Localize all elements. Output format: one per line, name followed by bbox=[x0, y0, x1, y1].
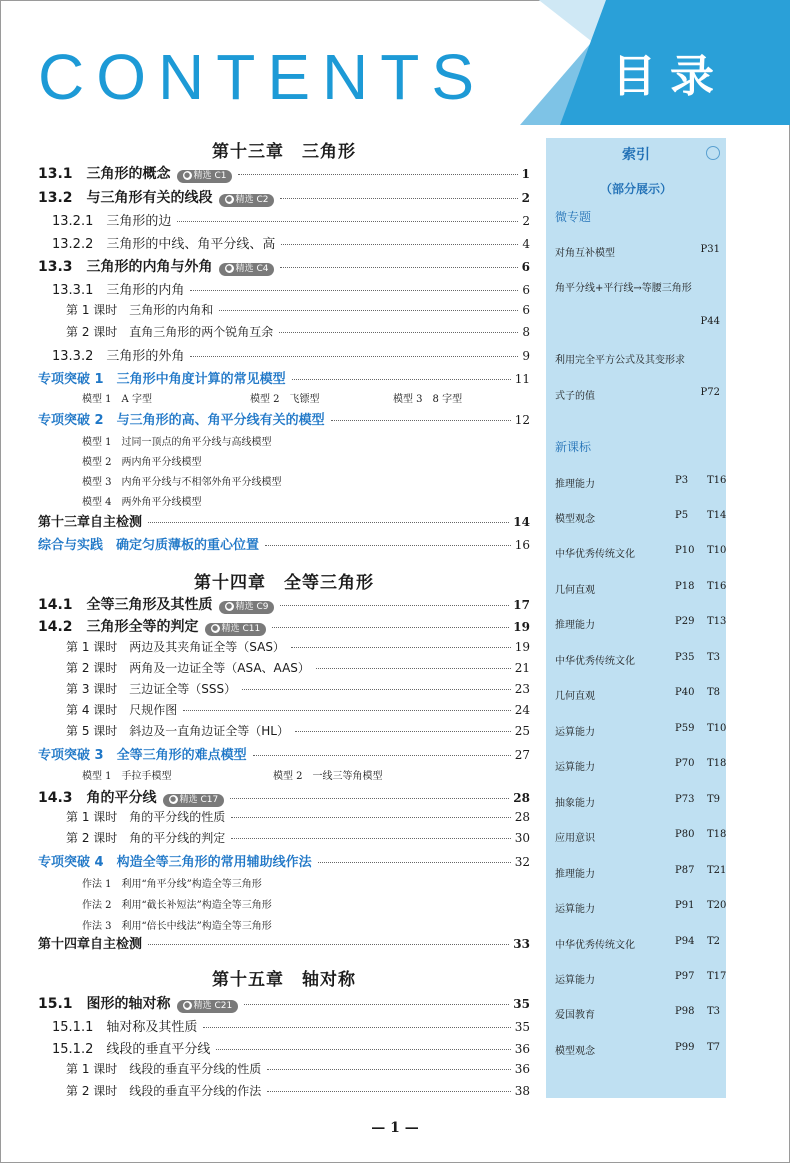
page-number: 35 bbox=[514, 1020, 530, 1034]
toc-entry-text: 13.3.2 三角形的外角 bbox=[52, 349, 185, 364]
toc-entry[interactable] bbox=[38, 933, 530, 952]
page-number: 17 bbox=[513, 598, 530, 612]
sidebar-index-item[interactable]: 爱国教育 P98 T3 bbox=[555, 1006, 721, 1021]
search-icon[interactable] bbox=[706, 146, 720, 160]
model-label: 模型 3 8 字型 bbox=[393, 394, 463, 405]
page-title: 目录 bbox=[612, 51, 728, 102]
tag-badge: ● 精选 C17 bbox=[163, 794, 225, 807]
toc-entry[interactable] bbox=[38, 659, 530, 676]
toc-entry-text: 14.3 角的平分线 bbox=[38, 790, 157, 806]
sidebar-index-item[interactable]: 模型观念 P5 T14 bbox=[555, 510, 727, 525]
model-label: 模型 3 内角平分线与不相邻外角平分线模型 bbox=[82, 477, 282, 488]
toc-entry[interactable] bbox=[38, 511, 530, 530]
page-number: 36 bbox=[514, 1042, 530, 1056]
toc-entry[interactable] bbox=[38, 368, 530, 387]
toc-entry-text: 第 2 课时 两角及一边证全等（ASA、AAS） bbox=[66, 661, 310, 675]
page-number: 14 bbox=[513, 515, 530, 529]
toc-entry[interactable] bbox=[38, 1016, 530, 1035]
toc-entry[interactable] bbox=[38, 1060, 530, 1077]
toc-entry[interactable] bbox=[38, 256, 530, 276]
tag-badge: ● 精选 C11 bbox=[205, 623, 267, 636]
page-number: 8 bbox=[522, 325, 530, 339]
toc-entry[interactable] bbox=[38, 1082, 530, 1099]
tag-icon: ● bbox=[169, 795, 177, 803]
model-label: 作法 1 利用“角平分线”构造全等三角形 bbox=[82, 879, 262, 890]
chapter-heading: 第十三章 三角形 bbox=[212, 142, 356, 162]
page-number: 19 bbox=[513, 620, 530, 634]
toc-entry-text: 第十四章自主检测 bbox=[38, 937, 143, 952]
page-number: 19 bbox=[514, 640, 530, 654]
page-number: 21 bbox=[514, 661, 530, 675]
chapter-heading: 第十四章 全等三角形 bbox=[194, 573, 374, 593]
sidebar-index-item[interactable]: 中华优秀传统文化 P94 T2 bbox=[555, 936, 721, 951]
toc-entry[interactable] bbox=[38, 851, 530, 870]
toc-entry[interactable] bbox=[38, 829, 530, 846]
toc-entry[interactable] bbox=[38, 233, 530, 252]
toc-entry-text: 第 4 课时 尺规作图 bbox=[66, 703, 178, 717]
index-sidebar: 索引 （部分展示） 微专题 对角互补模型 P31 角平分线+平行线→等腰三角形 P44 利用完全平方公式及其变形求 式子的值 P72 新课标 推理能力 P3 T16 模型观念 P5 T14 中华优秀传统文化 P10 T10 几何直观 P18 T16 推理能力 P29 T13 中华优秀传统文化 P35 T3 几何直观 P40 T8 运算能力 P59 T10 运算能力 P70 T18 抽象能力 P73 T9 应用意识 P80 T18 推理能力 P87 T21 运算能力 P91 T20 中华优秀传统文化 P94 T2 运算能力 P97 T17 爱国教育 P98 T3 模型观念 P99 T7 bbox=[546, 138, 726, 1098]
toc-entry[interactable] bbox=[38, 187, 530, 207]
page-number: 6 bbox=[522, 303, 530, 317]
toc-entry[interactable] bbox=[38, 534, 530, 553]
toc-entry[interactable] bbox=[38, 1038, 530, 1057]
toc-entry-text: 第 1 课时 线段的垂直平分线的性质 bbox=[66, 1062, 262, 1076]
toc-entry[interactable] bbox=[38, 163, 530, 183]
tag-badge: ● 精选 C9 bbox=[219, 601, 275, 614]
tag-icon: ● bbox=[183, 171, 191, 179]
page-number: 33 bbox=[513, 937, 530, 951]
sidebar-index-item[interactable]: 模型观念 P99 T7 bbox=[555, 1042, 721, 1057]
sidebar-subtitle: （部分展示） bbox=[599, 182, 672, 196]
toc-entry[interactable] bbox=[38, 594, 530, 614]
page-number: 6 bbox=[522, 283, 530, 297]
toc-entry-text: 第十三章自主检测 bbox=[38, 515, 143, 530]
model-label: 模型 1 手拉手模型 bbox=[82, 771, 172, 782]
sidebar-index-item[interactable]: 推理能力 P87 T21 bbox=[555, 865, 727, 880]
page-number: 1 bbox=[521, 167, 530, 181]
toc-entry-text: 综合与实践 确定匀质薄板的重心位置 bbox=[38, 538, 260, 553]
model-label: 模型 2 两内角平分线模型 bbox=[82, 457, 202, 468]
sidebar-index-item[interactable]: 中华优秀传统文化 P35 T3 bbox=[555, 652, 721, 667]
contents-heading: CONTENTS bbox=[38, 41, 486, 113]
page-number: 36 bbox=[514, 1062, 530, 1076]
tag-icon: ● bbox=[225, 195, 233, 203]
sidebar-category: 新课标 bbox=[555, 440, 592, 454]
toc-entry[interactable] bbox=[38, 409, 530, 428]
sidebar-index-item[interactable]: 对角互补模型 P31 bbox=[555, 244, 720, 259]
page-number: 2 bbox=[521, 191, 530, 205]
page-number: 30 bbox=[514, 831, 530, 845]
toc-entry[interactable] bbox=[38, 787, 530, 807]
toc-entry[interactable] bbox=[38, 210, 530, 229]
toc-entry-text: 15.1 图形的轴对称 bbox=[38, 996, 171, 1012]
tag-badge: ● 精选 C2 bbox=[219, 194, 275, 207]
sidebar-category: 微专题 bbox=[555, 210, 592, 224]
page-number: 6 bbox=[521, 260, 530, 274]
sidebar-index-item[interactable]: 运算能力 P97 T17 bbox=[555, 971, 727, 986]
tag-badge: ● 精选 C1 bbox=[177, 170, 233, 183]
toc-entry-text: 13.2 与三角形有关的线段 bbox=[38, 190, 213, 206]
toc-entry[interactable] bbox=[38, 744, 530, 763]
model-label: 模型 2 飞镖型 bbox=[250, 394, 320, 405]
sidebar-title: 索引 bbox=[622, 147, 650, 163]
toc-entry-text: 专项突破 4 构造全等三角形的常用辅助线作法 bbox=[38, 855, 312, 870]
toc-entry[interactable] bbox=[38, 993, 530, 1013]
model-label: 模型 1 A 字型 bbox=[82, 394, 152, 405]
toc-entry-text: 第 1 课时 角的平分线的性质 bbox=[66, 810, 226, 824]
toc-entry-text: 13.2.2 三角形的中线、角平分线、高 bbox=[52, 237, 276, 252]
toc-entry[interactable] bbox=[38, 701, 530, 718]
page-number: 16 bbox=[514, 538, 530, 552]
sidebar-index-item[interactable]: 推理能力 P29 T13 bbox=[555, 616, 727, 631]
page-number: 28 bbox=[513, 791, 530, 805]
page-number: 24 bbox=[514, 703, 530, 717]
tag-badge: ● 精选 C21 bbox=[177, 1000, 239, 1013]
tag-icon: ● bbox=[183, 1001, 191, 1009]
chapter-heading: 第十五章 轴对称 bbox=[212, 970, 356, 990]
toc-entry-text: 第 2 课时 直角三角形的两个锐角互余 bbox=[66, 325, 274, 339]
toc-entry-text: 第 1 课时 两边及其夹角证全等（SAS） bbox=[66, 640, 285, 654]
page-number: 23 bbox=[514, 682, 530, 696]
tag-icon: ● bbox=[211, 624, 219, 632]
page-number-footer: — 1 — bbox=[371, 1120, 419, 1136]
page-number: 28 bbox=[514, 810, 530, 824]
toc-entry-text: 专项突破 1 三角形中角度计算的常见模型 bbox=[38, 372, 286, 387]
toc-entry-text: 专项突破 3 全等三角形的难点模型 bbox=[38, 748, 247, 763]
toc-entry-text: 第 1 课时 三角形的内角和 bbox=[66, 303, 214, 317]
page-number: 12 bbox=[514, 413, 530, 427]
model-label: 作法 3 利用“倍长中线法”构造全等三角形 bbox=[82, 921, 272, 932]
page-number: 25 bbox=[514, 724, 530, 738]
toc-entry[interactable] bbox=[38, 279, 530, 298]
page-number: 2 bbox=[522, 214, 530, 228]
toc-entry-text: 第 3 课时 三边证全等（SSS） bbox=[66, 682, 237, 696]
tag-badge: ● 精选 C4 bbox=[219, 263, 275, 276]
toc-entry[interactable] bbox=[38, 722, 530, 739]
toc-entry[interactable] bbox=[38, 808, 530, 825]
page-number: 27 bbox=[514, 748, 530, 762]
page-number: 9 bbox=[522, 349, 530, 363]
sidebar-index-item[interactable]: 式子的值 P72 bbox=[555, 387, 720, 402]
page-number: 35 bbox=[513, 997, 530, 1011]
sidebar-index-item[interactable]: 运算能力 P70 T18 bbox=[555, 758, 727, 773]
toc-entry-text: 14.1 全等三角形及其性质 bbox=[38, 597, 213, 613]
sidebar-index-item[interactable]: 运算能力 P91 T20 bbox=[555, 900, 727, 915]
model-label: 作法 2 利用“截长补短法”构造全等三角形 bbox=[82, 900, 272, 911]
toc-entry[interactable] bbox=[38, 345, 530, 364]
toc-entry-text: 专项突破 2 与三角形的高、角平分线有关的模型 bbox=[38, 413, 325, 428]
model-label: 模型 2 一线三等角模型 bbox=[273, 771, 383, 782]
sidebar-index-item[interactable]: 几何直观 P40 T8 bbox=[555, 687, 721, 702]
toc-entry-text: 13.3.1 三角形的内角 bbox=[52, 283, 185, 298]
sidebar-index-item[interactable]: 抽象能力 P73 T9 bbox=[555, 794, 721, 809]
toc-entry-text: 13.1 三角形的概念 bbox=[38, 166, 171, 182]
tag-icon: ● bbox=[225, 602, 233, 610]
tag-icon: ● bbox=[225, 264, 233, 272]
toc-entry[interactable] bbox=[38, 323, 530, 340]
page-number: 32 bbox=[514, 855, 530, 869]
toc-entry-text: 14.2 三角形全等的判定 bbox=[38, 619, 199, 635]
sidebar-index-item[interactable]: 角平分线+平行线→等腰三角形 bbox=[555, 283, 692, 294]
page-number: 38 bbox=[514, 1084, 530, 1098]
toc-entry[interactable] bbox=[38, 680, 530, 697]
sidebar-index-item[interactable]: 推理能力 P3 T16 bbox=[555, 475, 727, 490]
model-label: 模型 4 两外角平分线模型 bbox=[82, 497, 202, 508]
sidebar-index-item[interactable]: 运算能力 P59 T10 bbox=[555, 723, 727, 738]
sidebar-index-item[interactable]: 中华优秀传统文化 P10 T10 bbox=[555, 545, 727, 560]
toc-entry-text: 13.2.1 三角形的边 bbox=[52, 214, 172, 229]
sidebar-index-item[interactable]: 利用完全平方公式及其变形求 bbox=[555, 355, 685, 366]
toc-entry[interactable] bbox=[38, 638, 530, 655]
toc-entry-text: 第 5 课时 斜边及一直角边证全等（HL） bbox=[66, 724, 289, 738]
page-number: 4 bbox=[522, 237, 530, 251]
toc-entry-text: 15.1.1 轴对称及其性质 bbox=[52, 1020, 198, 1035]
toc-entry-text: 第 2 课时 角的平分线的判定 bbox=[66, 831, 226, 845]
page-number: 11 bbox=[514, 372, 530, 386]
toc-entry[interactable] bbox=[38, 301, 530, 318]
toc-entry-text: 15.1.2 线段的垂直平分线 bbox=[52, 1042, 211, 1057]
sidebar-index-item[interactable]: 应用意识 P80 T18 bbox=[555, 829, 727, 844]
model-label: 模型 1 过同一顶点的角平分线与高线模型 bbox=[82, 437, 272, 448]
sidebar-index-item[interactable]: 几何直观 P18 T16 bbox=[555, 581, 727, 596]
toc-entry-text: 第 2 课时 线段的垂直平分线的作法 bbox=[66, 1084, 262, 1098]
toc-entry-text: 13.3 三角形的内角与外角 bbox=[38, 259, 213, 275]
toc-entry[interactable] bbox=[38, 616, 530, 636]
